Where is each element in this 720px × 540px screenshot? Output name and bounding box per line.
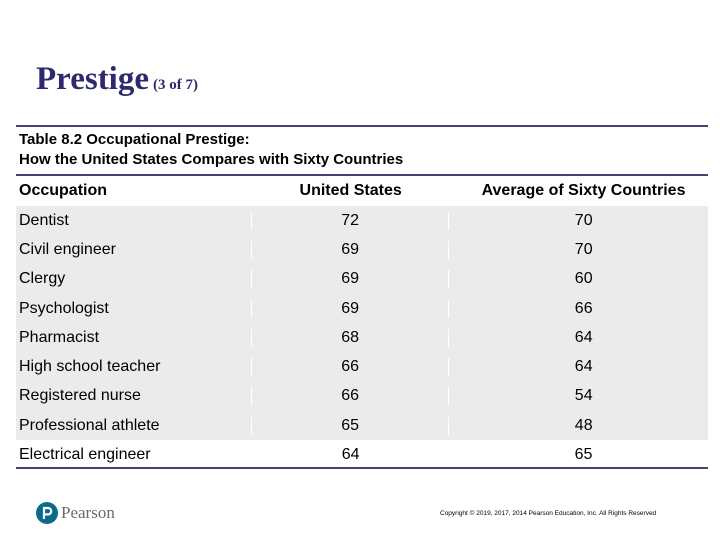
table-row (16, 206, 708, 235)
average-score-cell: 65 (574, 446, 593, 464)
average-score-cell: 66 (448, 300, 708, 318)
slide-title (36, 63, 198, 96)
brand-name: Pearson (61, 503, 115, 522)
table-row (16, 294, 708, 323)
table-row (16, 323, 708, 352)
bottom-divider (16, 467, 708, 469)
column-header-sixty-countries: Average of Sixty Countries (481, 182, 686, 199)
title-text: Prestige (36, 61, 150, 97)
column-header-united-states: United States (251, 182, 449, 200)
us-score-cell: 65 (251, 417, 449, 435)
table-caption (19, 130, 403, 170)
occupation-cell: Psychologist (19, 299, 109, 317)
table-row (16, 382, 708, 411)
occupation-cell: Electrical engineer (19, 446, 151, 464)
average-score-cell: 70 (448, 241, 708, 259)
average-score-cell: 60 (448, 270, 708, 288)
table-row (16, 411, 708, 440)
us-score-cell: 66 (251, 387, 449, 405)
copyright-notice: Copyright © 2019, 2017, 2014 Pearson Education, Inc. All Rights Reserved (440, 510, 657, 517)
caption-line-2: How the United States Compares with Sixty Countries (19, 151, 404, 168)
occupation-cell: Registered nurse (19, 387, 141, 405)
caption-line-1: Table 8.2 Occupational Prestige: (19, 131, 250, 148)
table-row (16, 265, 708, 294)
occupation-cell: Pharmacist (19, 328, 100, 346)
occupation-cell: High school teacher (19, 358, 161, 376)
prestige-table (16, 176, 708, 470)
average-score-cell: 48 (448, 417, 708, 435)
table-row (16, 352, 708, 381)
average-score-cell: 54 (448, 387, 708, 405)
pearson-p-icon (36, 502, 58, 524)
table-row (16, 440, 708, 469)
occupation-cell: Professional athlete (19, 416, 160, 434)
table-header-row (16, 176, 708, 206)
average-score-cell: 64 (448, 358, 708, 376)
us-score-cell: 69 (251, 241, 449, 259)
average-score-cell: 64 (448, 329, 708, 347)
us-score-cell: 64 (251, 446, 449, 464)
title-page-indicator: (3 of 7) (153, 77, 199, 93)
us-score-cell: 66 (251, 358, 449, 376)
us-score-cell: 69 (251, 300, 449, 318)
us-score-cell: 68 (251, 329, 449, 347)
average-score-cell: 70 (448, 212, 708, 230)
table-row (16, 235, 708, 264)
occupation-cell: Dentist (19, 211, 69, 229)
occupation-cell: Clergy (19, 270, 66, 288)
top-divider (16, 125, 708, 127)
us-score-cell: 69 (251, 270, 449, 288)
column-header-occupation: Occupation (19, 182, 108, 199)
us-score-cell: 72 (251, 212, 449, 230)
occupation-cell: Civil engineer (19, 240, 116, 258)
pearson-logo (36, 502, 115, 524)
